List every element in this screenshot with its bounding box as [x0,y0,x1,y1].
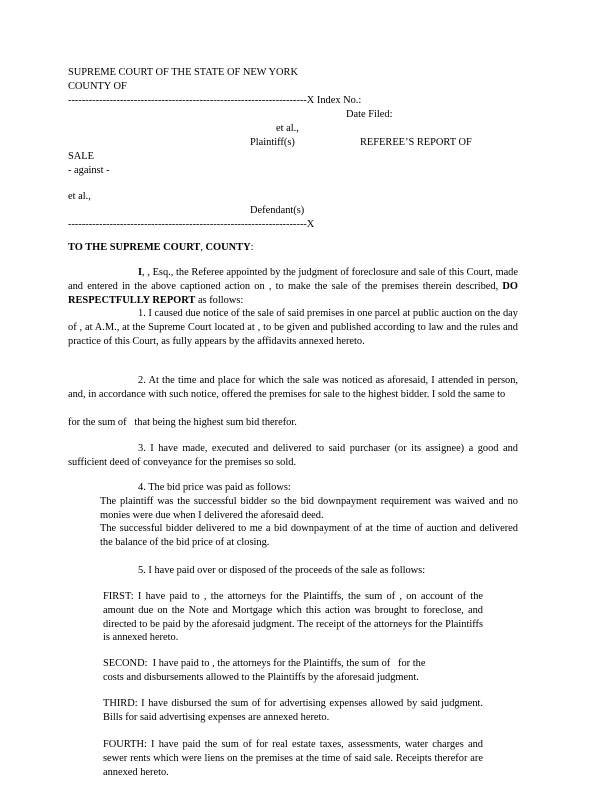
report-title-sale: SALE [68,151,94,162]
fourth-disbursement: FOURTH: I have paid the sum of for real estate taxes, assessments, water charges and sewer rents which were liens on the premises at the time of said sale. Receipts therefor are annexed hereto. [103,739,483,778]
paragraph-1: 1. I caused due notice of the sale of said premises in one parcel at public auction on the day of , at A.M., at the Supreme Court located at , to be given and published according to law and the rules and practice of this Court, as fully appears by the affidavits annexed hereto. [68,308,518,347]
caption-divider-index: ---------------------------------------------------------------------X Index No.: [68,95,362,106]
intro-i: I [138,267,143,278]
paragraph-4-heading: 4. The bid price was paid as follows: [138,482,291,493]
intro-bold: DO RESPECTFULLY REPORT [68,280,518,306]
plaintiff-label: Plaintiff(s) [250,137,295,148]
second-disbursement-line-1: SECOND: I have paid to , the attorneys for the Plaintiffs, the sum of for the [103,658,426,669]
salutation-court: TO THE SUPREME COURT [68,242,201,253]
paragraph-4-option-a: The plaintiff was the successful bidder so the bid downpayment requirement was waived and no monies were due when I delivered the aforesaid deed. [100,496,518,521]
salutation-county: COUNTY [205,242,251,253]
paragraph-4-option-b: The successful bidder delivered to me a bid downpayment of at the time of auction and delivered the balance of the bid price of at closing. [100,523,518,548]
date-filed-label: Date Filed: [346,109,393,120]
paragraph-3: 3. I have made, executed and delivered to said purchaser (or its assignee) a good and sufficient deed of conveyance for the premises so sold. [68,443,518,468]
paragraph-2: 2. At the time and place for which the sale was noticed as aforesaid, I attended in person, and, in accordance with such notice, offered the premises for sale to the highest bidder. I sold the same to [68,375,518,400]
defendant-et-al: et al., [68,191,91,202]
second-disbursement-line-2: costs and disbursements allowed to the Plaintiffs by the aforesaid judgment. [103,672,419,683]
intro-text-1: , , Esq., the Referee appointed by the judgment of foreclosure and sale of this Court, made and entered in the above captioned action on , to make the sale of the premises therein described, [68,267,518,292]
plaintiff-et-al: et al., [276,123,299,134]
court-name: SUPREME COURT OF THE STATE OF NEW YORK [68,67,298,78]
paragraph-2-sum: for the sum of that being the highest sum bid therefor. [68,417,297,428]
county-line: COUNTY OF [68,81,127,92]
caption-divider-end: ---------------------------------------------------------------------X [68,219,315,230]
intro-paragraph [68,266,518,307]
report-title: REFEREE’S REPORT OF [360,137,472,148]
third-disbursement: THIRD: I have disbursed the sum of for advertising expenses allowed by said judgment. Bills for said advertising expenses are annexed hereto. [103,698,483,723]
first-disbursement: FIRST: I have paid to , the attorneys for the Plaintiffs, the sum of , on account of the amount due on the Note and Mortgage which this action was brought to foreclose, and directed to be paid by the aforesaid judgment. The receipt of the attorneys for the Plaintiffs is annexed hereto. [103,591,483,644]
paragraph-5-heading: 5. I have paid over or disposed of the proceeds of the sale as follows: [138,565,426,576]
salutation-colon: : [250,242,254,253]
salutation [68,241,253,255]
intro-text-2: as follows: [195,294,244,306]
defendant-label: Defendant(s) [250,205,305,216]
salutation-comma: , [200,242,206,253]
against-label: - against - [68,165,110,176]
